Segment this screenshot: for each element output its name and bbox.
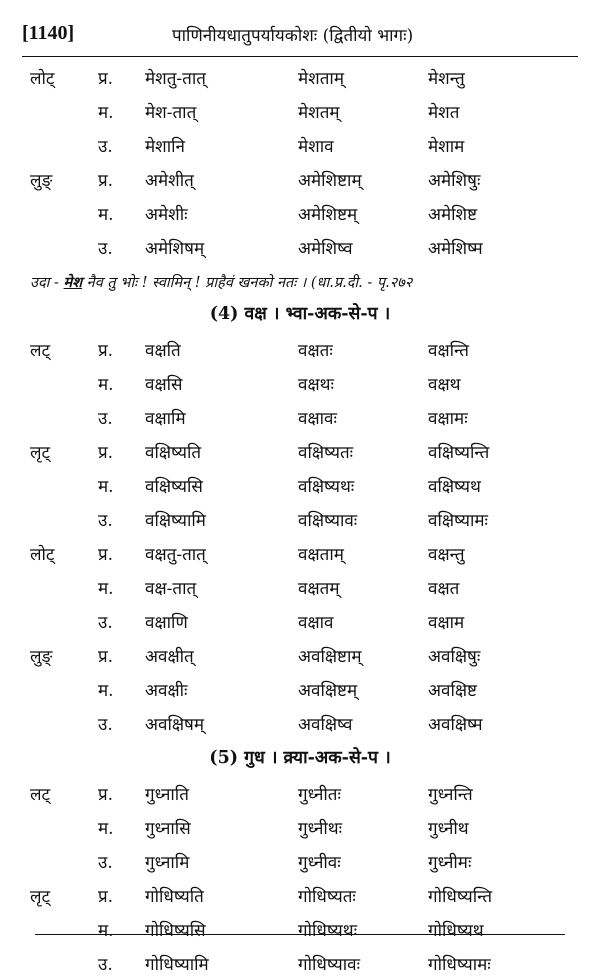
- verb-form: वक्षति: [145, 341, 181, 361]
- conjugation-row: [0, 912, 600, 946]
- conjugation-row: [0, 776, 600, 810]
- purusha-label: प्र.: [98, 887, 114, 907]
- verb-form: अवक्षिषम्: [145, 715, 205, 735]
- verb-form: अमेशिषुः: [428, 171, 481, 191]
- lakara-label: लट्: [30, 341, 51, 361]
- verb-form: वक्षन्ति: [428, 341, 469, 361]
- dhatu-heading-text: (4) वक्ष । भ्वा-अक-से-प ।: [209, 304, 391, 324]
- verb-form: वक्षिष्यतः: [298, 443, 354, 463]
- conjugation-row: [0, 94, 600, 128]
- usage-example: [0, 264, 600, 296]
- verb-form: वक्षताम्: [298, 545, 344, 565]
- lakara-label: लुङ्: [30, 647, 53, 667]
- verb-form: वक्षाव: [298, 613, 334, 633]
- verb-form: गुध्नाति: [145, 785, 189, 805]
- verb-form: वक्षाणि: [145, 613, 188, 633]
- conjugation-row: [0, 706, 600, 740]
- purusha-label: प्र.: [98, 171, 114, 191]
- verb-form: अवक्षिष्टम्: [298, 681, 358, 701]
- purusha-label: उ.: [98, 715, 113, 735]
- verb-form: अमेशीत्: [145, 171, 194, 191]
- purusha-label: प्र.: [98, 545, 114, 565]
- conjugation-row: [0, 366, 600, 400]
- verb-form: वक्षाम: [428, 613, 465, 633]
- verb-form: मेशत: [428, 103, 460, 123]
- verb-form: अमेशिष्टाम्: [298, 171, 362, 191]
- verb-form: गोधिष्यथः: [298, 921, 358, 941]
- verb-form: गुध्नन्ति: [428, 785, 473, 805]
- purusha-label: प्र.: [98, 647, 114, 667]
- conjugation-row: [0, 570, 600, 604]
- verb-form: गुध्नीतः: [298, 785, 341, 805]
- purusha-label: उ.: [98, 613, 113, 633]
- verb-form: मेश-तात्: [145, 103, 197, 123]
- verb-form: गुध्नीथ: [428, 819, 469, 839]
- verb-form: अवक्षिष्म: [428, 715, 483, 735]
- verb-form: वक्षिष्यन्ति: [428, 443, 490, 463]
- example-text: नैव तु भोः ! स्वामिन् ! प्राहैवं खनको नतः । (धा.प्र.दी. - पृ.२७२: [82, 275, 413, 291]
- purusha-label: उ.: [98, 239, 113, 259]
- verb-form: वक्षथः: [298, 375, 334, 395]
- dhatu-heading: [0, 296, 600, 332]
- verb-form: अवक्षिष्ट: [428, 681, 477, 701]
- dhatu-heading-text: (5) गुध । क्र्या-अक-से-प ।: [209, 748, 391, 768]
- verb-form: गुध्नीवः: [298, 853, 341, 873]
- purusha-label: म.: [98, 477, 114, 497]
- verb-form: वक्षिष्यावः: [298, 511, 358, 531]
- footer-rule: [35, 934, 565, 935]
- lakara-label: लृट्: [30, 443, 51, 463]
- purusha-label: म.: [98, 579, 114, 599]
- verb-form: अवक्षिष्टाम्: [298, 647, 362, 667]
- verb-form: मेशतम्: [298, 103, 340, 123]
- verb-form: मेशानि: [145, 137, 185, 157]
- conjugation-row: [0, 60, 600, 94]
- verb-form: वक्षतु-तात्: [145, 545, 206, 565]
- verb-form: मेशाव: [298, 137, 334, 157]
- verb-form: मेशाम: [428, 137, 465, 157]
- verb-form: वक्षत: [428, 579, 460, 599]
- purusha-label: उ.: [98, 511, 113, 531]
- verb-form: गोधिष्यामि: [145, 955, 209, 975]
- conjugation-row: [0, 878, 600, 912]
- lakara-label: लृट्: [30, 887, 51, 907]
- lakara-label: लोट्: [30, 545, 55, 565]
- usage-example-line: [30, 272, 412, 292]
- verb-form: गुध्नामि: [145, 853, 190, 873]
- verb-form: वक्षिष्यथः: [298, 477, 355, 497]
- verb-form: मेशतु-तात्: [145, 69, 206, 89]
- conjugation-content: [0, 60, 600, 980]
- conjugation-row: [0, 128, 600, 162]
- purusha-label: म.: [98, 921, 114, 941]
- purusha-label: म.: [98, 375, 114, 395]
- conjugation-row: [0, 468, 600, 502]
- purusha-label: प्र.: [98, 341, 114, 361]
- verb-form: अमेशीः: [145, 205, 188, 225]
- verb-form: वक्षिष्यथ: [428, 477, 481, 497]
- verb-form: अमेशिषम्: [145, 239, 205, 259]
- verb-form: वक्षिष्यसि: [145, 477, 203, 497]
- verb-form: गोधिष्यतः: [298, 887, 356, 907]
- verb-form: वक्षिष्यामि: [145, 511, 206, 531]
- conjugation-row: [0, 638, 600, 672]
- verb-form: गुध्नासि: [145, 819, 191, 839]
- verb-form: वक्षथ: [428, 375, 461, 395]
- verb-form: गोधिष्यसि: [145, 921, 206, 941]
- lakara-label: लट्: [30, 785, 51, 805]
- page-header: [22, 22, 578, 56]
- purusha-label: उ.: [98, 409, 113, 429]
- conjugation-row: [0, 844, 600, 878]
- verb-form: अवक्षिषुः: [428, 647, 481, 667]
- purusha-label: म.: [98, 205, 114, 225]
- purusha-label: उ.: [98, 955, 113, 975]
- verb-form: अवक्षिष्व: [298, 715, 353, 735]
- verb-form: अमेशिष्म: [428, 239, 483, 259]
- purusha-label: उ.: [98, 137, 113, 157]
- dhatu-heading: [0, 740, 600, 776]
- verb-form: वक्षिष्यामः: [428, 511, 488, 531]
- verb-form: वक्षन्तु: [428, 545, 465, 565]
- verb-form: मेशन्तु: [428, 69, 465, 89]
- running-title: पाणिनीयधातुपर्यायकोशः (द्वितीयो भागः): [172, 26, 414, 46]
- verb-form: वक्षामः: [428, 409, 468, 429]
- verb-form: अवक्षीत्: [145, 647, 194, 667]
- purusha-label: प्र.: [98, 785, 114, 805]
- lakara-label: लोट्: [30, 69, 55, 89]
- verb-form: गोधिष्यति: [145, 887, 204, 907]
- conjugation-row: [0, 230, 600, 264]
- verb-form: अमेशिष्ट: [428, 205, 478, 225]
- conjugation-row: [0, 604, 600, 638]
- verb-form: वक्षतम्: [298, 579, 340, 599]
- verb-form: वक्षतः: [298, 341, 333, 361]
- verb-form: वक्षसि: [145, 375, 183, 395]
- example-prefix: उदा -: [30, 275, 64, 291]
- conjugation-row: [0, 502, 600, 536]
- verb-form: अमेशिष्टम्: [298, 205, 358, 225]
- purusha-label: प्र.: [98, 69, 114, 89]
- verb-form: वक्ष-तात्: [145, 579, 197, 599]
- conjugation-row: [0, 672, 600, 706]
- conjugation-row: [0, 536, 600, 570]
- purusha-label: म.: [98, 819, 114, 839]
- conjugation-row: [0, 434, 600, 468]
- verb-form: अमेशिष्व: [298, 239, 353, 259]
- verb-form: गुध्नीमः: [428, 853, 472, 873]
- conjugation-row: [0, 162, 600, 196]
- verb-form: वक्षामि: [145, 409, 186, 429]
- purusha-label: म.: [98, 103, 114, 123]
- conjugation-row: [0, 400, 600, 434]
- header-rule: [22, 56, 578, 57]
- verb-form: गोधिष्यन्ति: [428, 887, 493, 907]
- example-headword: मेश: [63, 274, 83, 291]
- verb-form: अवक्षीः: [145, 681, 188, 701]
- conjugation-row: [0, 810, 600, 844]
- lakara-label: लुङ्: [30, 171, 53, 191]
- purusha-label: उ.: [98, 853, 113, 873]
- verb-form: वक्षिष्यति: [145, 443, 202, 463]
- purusha-label: प्र.: [98, 443, 114, 463]
- conjugation-row: [0, 332, 600, 366]
- verb-form: वक्षावः: [298, 409, 337, 429]
- purusha-label: म.: [98, 681, 114, 701]
- page-number: [1140]: [22, 22, 75, 44]
- conjugation-row: [0, 946, 600, 980]
- verb-form: गोधिष्यावः: [298, 955, 361, 975]
- conjugation-row: [0, 196, 600, 230]
- verb-form: गुध्नीथः: [298, 819, 343, 839]
- verb-form: गोधिष्यामः: [428, 955, 491, 975]
- verb-form: मेशताम्: [298, 69, 344, 89]
- verb-form: गोधिष्यथ: [428, 921, 484, 941]
